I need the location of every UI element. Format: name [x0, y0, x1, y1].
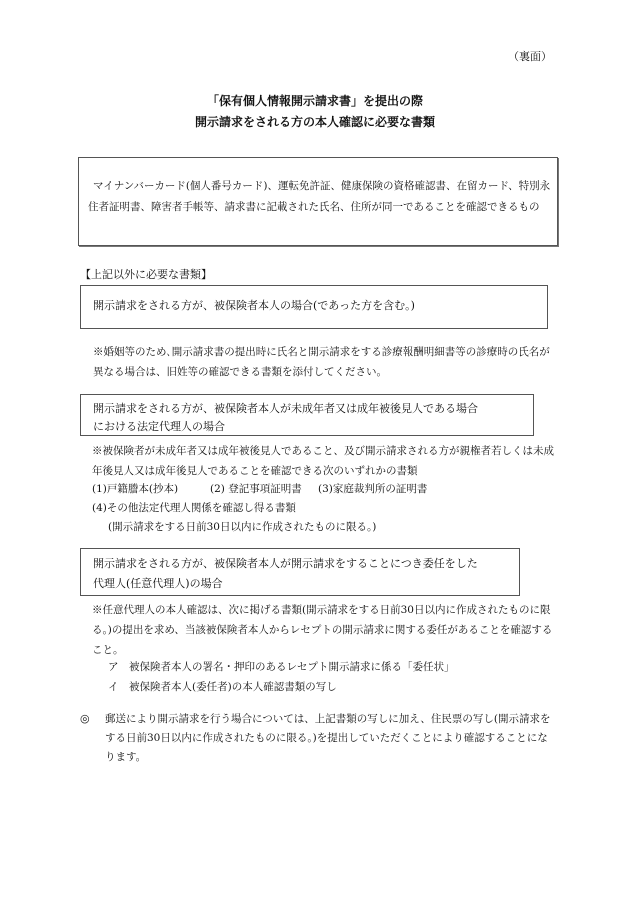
case1-note: ※婚姻等のため､開示請求書の提出時に氏名と開示請求をする診療報酬明細書等の診療時の氏名が異なる場合は、旧姓等の確認できる書類を添付してください。	[93, 346, 550, 378]
case3-label-line2: 代理人(任意代理人)の場合	[93, 577, 223, 590]
case3-sub-a: ア 被保険者本人の署名・押印のあるレセプト開示請求に係る「委任状」	[108, 661, 455, 673]
document-title-line1: 「保有個人情報開示請求書」を提出の際	[206, 94, 423, 108]
document-title-line2: 開示請求をされる方の本人確認に必要な書類	[194, 115, 435, 129]
case2-item4: (4)その他法定代理人関係を確認し得る書類	[92, 502, 296, 514]
mail-request-note: 郵送により開示請求を行う場合については、上記書類の写しに加え、住民票の写し(開示請求をする日前30日以内に作成されたものに限る。)を提出していただくことにより確認することになります。	[105, 713, 551, 763]
page-side-label: （裏面）	[508, 50, 552, 63]
case1-label: 開示請求をされる方が、被保険者本人の場合(であった方を含む。)	[93, 299, 415, 312]
case2-item3: (3)家庭裁判所の証明書	[318, 483, 428, 495]
case1-box	[80, 285, 548, 329]
case3-sub-i: イ 被保険者本人(委任者)の本人確認書類の写し	[108, 681, 337, 693]
case2-label-line2: における法定代理人の場合	[93, 420, 225, 433]
case2-item2: (2) 登記事項証明書	[210, 483, 302, 495]
accepted-id-documents-box	[78, 157, 558, 246]
case2-note: ※被保険者が未成年者又は成年被後見人であること、及び開示請求される方が親権者若しくは未成年後見人又は成年後見人であることを確認できる次のいずれかの書類	[92, 445, 554, 477]
double-circle-icon: ◎	[80, 712, 90, 725]
case2-item1: (1)戸籍謄本(抄本)	[92, 483, 179, 495]
case3-note: ※任意代理人の本人確認は、次に掲げる書類(開示請求をする日前30日以内に作成されたものに限る。)の提出を求め、当該被保険者本人からレセプトの開示請求に関する委任があることを確認すること。	[92, 604, 553, 656]
case2-label-line1: 開示請求をされる方が、被保険者本人が未成年者又は成年被後見人である場合	[93, 402, 478, 415]
case2-item4-note: (開示請求をする日前30日以内に作成されたものに限る。)	[108, 521, 377, 533]
case2-list-row1	[92, 481, 427, 496]
accepted-id-documents-text: マイナンバーカード(個人番号カード)、運転免許証、健康保険の資格確認書、在留カード、特別永住者証明書、障害者手帳等、請求書に記載された氏名、住所が同一であることを確認できるもの	[88, 180, 551, 213]
case2-box	[80, 394, 534, 436]
case3-box	[80, 548, 520, 596]
section-heading: 【上記以外に必要な書類】	[80, 268, 212, 281]
case3-label-line1: 開示請求をされる方が、被保険者本人が開示請求をすることにつき委任をした	[93, 557, 478, 570]
